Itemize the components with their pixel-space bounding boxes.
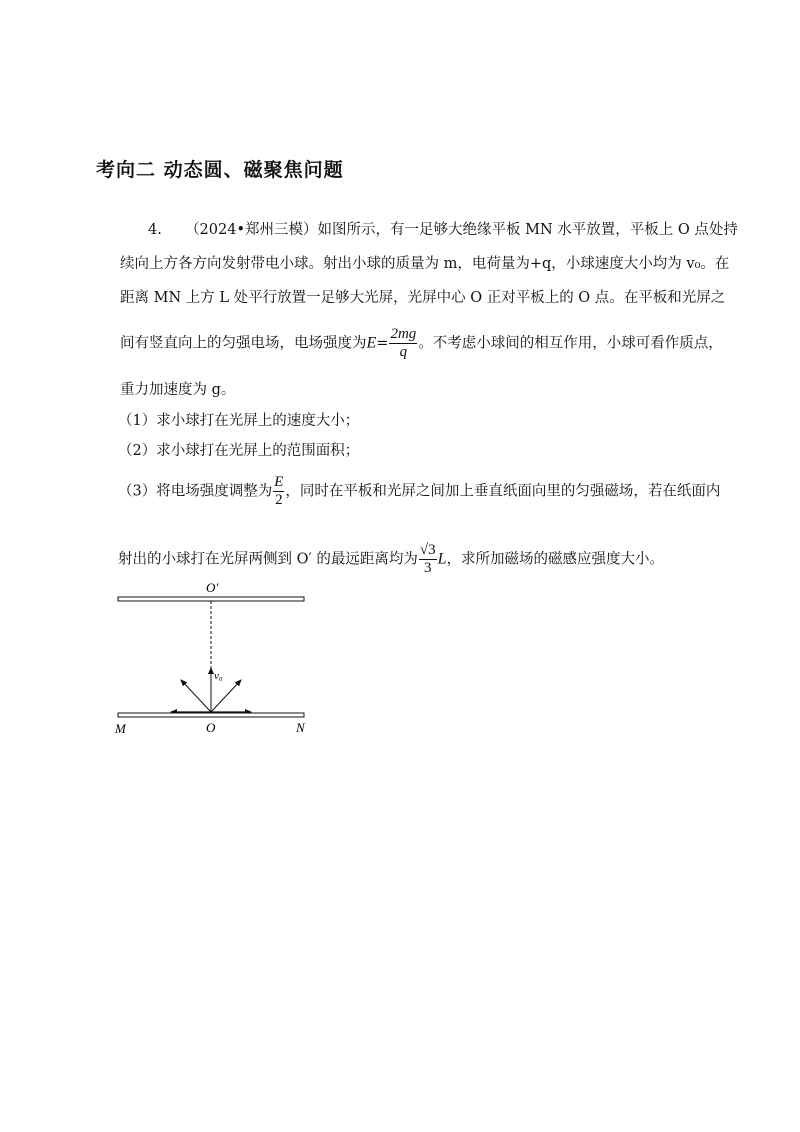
label-n: N bbox=[296, 720, 305, 735]
question-2: （2）求小球打在光屏上的范围面积； bbox=[118, 443, 360, 459]
problem-line-1 bbox=[148, 220, 738, 240]
fraction-numerator: E bbox=[274, 474, 284, 490]
fraction-denominator: 2 bbox=[275, 492, 283, 508]
field-strength-fraction bbox=[389, 326, 417, 361]
label-o-prime: O′ bbox=[206, 580, 219, 595]
line-4-post: 。不考虑小球间的相互作用，小球可看作质点， bbox=[418, 335, 723, 352]
label-o: O bbox=[206, 720, 216, 735]
problem-line-4 bbox=[120, 326, 723, 361]
light-screen bbox=[118, 597, 304, 601]
problem-line-1-text: 如图所示，有一足够大绝缘平板 MN 水平放置，平板上 O 点处持 bbox=[317, 222, 738, 238]
question-3-pre: （3）将电场强度调整为 bbox=[118, 483, 273, 500]
problem-number: 4. bbox=[148, 222, 162, 238]
field-symbol-E: E bbox=[366, 334, 377, 352]
fraction-denominator: 3 bbox=[424, 560, 432, 576]
question-1: （1）求小球打在光屏上的速度大小； bbox=[118, 413, 360, 429]
fraction-denominator: q bbox=[399, 344, 408, 360]
equals-sign: = bbox=[376, 335, 389, 352]
fraction-numerator: √3 bbox=[419, 542, 436, 558]
section-heading: 考向二 动态圆、磁聚焦问题 bbox=[96, 159, 344, 181]
label-v0: v₀ bbox=[214, 670, 223, 682]
velocity-arrow-right bbox=[211, 680, 241, 712]
label-m: M bbox=[115, 721, 126, 736]
half-field-fraction bbox=[273, 474, 284, 509]
line-4-pre: 间有竖直向上的匀强电场，电场强度为 bbox=[120, 335, 367, 352]
fraction-numerator: 2mg bbox=[390, 326, 417, 342]
insulating-plate-mn bbox=[118, 713, 304, 717]
question-3-continued bbox=[118, 542, 664, 577]
problem-figure bbox=[110, 578, 320, 743]
problem-line-5: 重力加速度为 g。 bbox=[120, 382, 236, 398]
question-3-post: ，同时在平板和光屏之间加上垂直纸面向里的匀强磁场，若在纸面内 bbox=[285, 483, 721, 500]
problem-line-2: 续向上方各方向发射带电小球。射出小球的质量为 m，电荷量为+q，小球速度大小均为 v₀。在 bbox=[120, 256, 730, 272]
problem-line-3: 距离 MN 上方 L 处平行放置一足够大光屏，光屏中心 O 正对平板上的 O 点。在平板和光屏之 bbox=[120, 290, 726, 306]
problem-source: （2024•郑州三模） bbox=[185, 222, 318, 238]
question-3 bbox=[118, 474, 720, 509]
distance-fraction bbox=[419, 542, 437, 577]
question-3b-pre: 射出的小球打在光屏两侧到 O′ 的最远距离均为 bbox=[118, 551, 418, 568]
question-3b-post: ，求所加磁场的磁感应强度大小。 bbox=[446, 551, 665, 568]
velocity-arrow-left bbox=[181, 680, 211, 712]
length-symbol-L: L bbox=[437, 550, 447, 568]
